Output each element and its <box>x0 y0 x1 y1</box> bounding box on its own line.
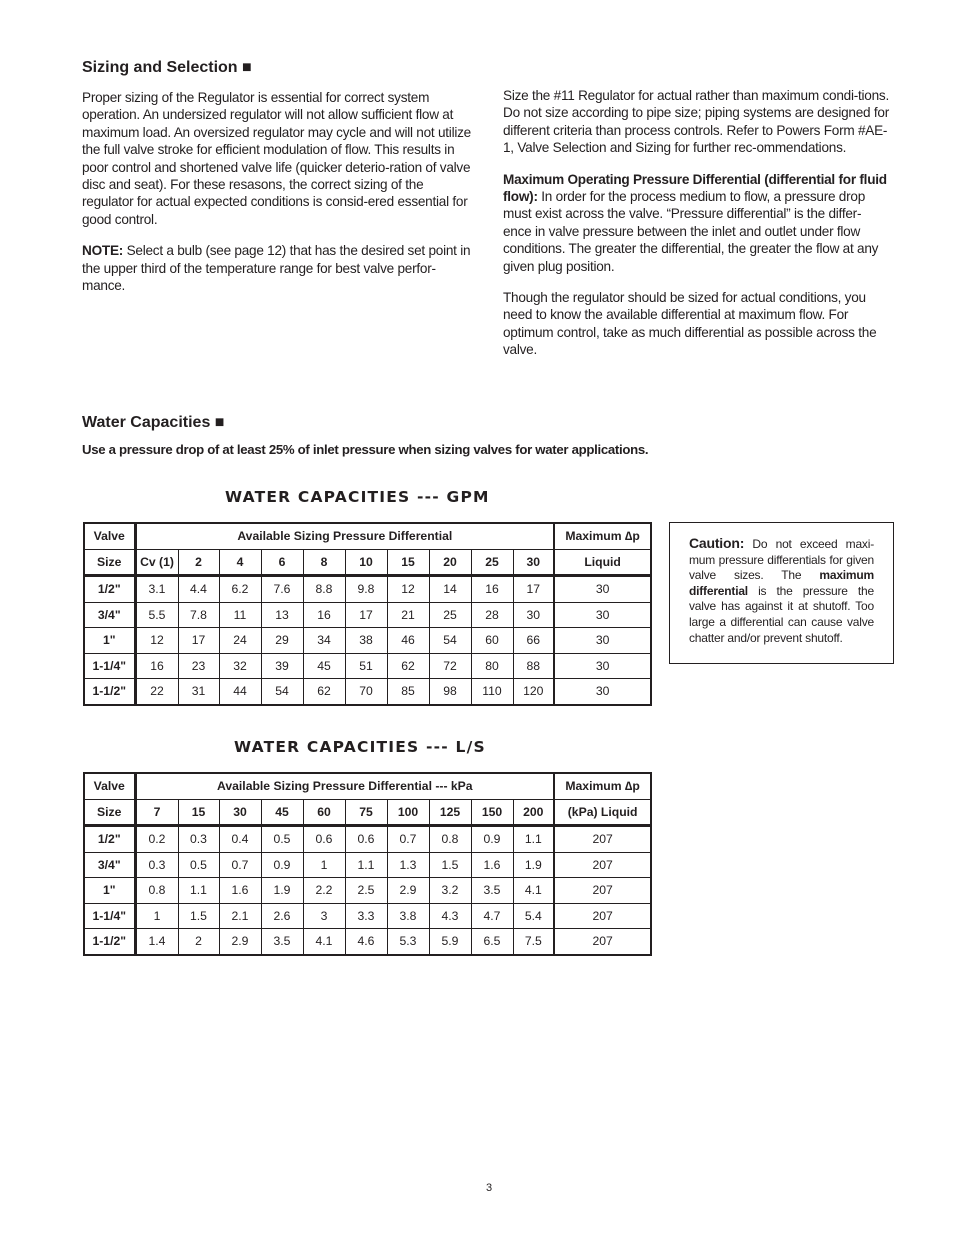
gpm-size-header: Size <box>84 549 135 576</box>
table-row <box>84 852 651 878</box>
capacity-cell: 1.1 <box>345 852 387 878</box>
caution-text-1: Do not exceed maxi-mum pressure differentials for given valve sizes. The <box>689 537 874 583</box>
capacity-cell: 0.6 <box>345 826 387 853</box>
gpm-col-header: Cv (1) <box>135 549 178 576</box>
mopd-paragraph <box>503 171 889 275</box>
valve-size-cell: 1/2" <box>84 826 135 853</box>
capacity-cell: 4.7 <box>471 903 513 929</box>
capacity-cell: 2.1 <box>219 903 261 929</box>
lps-col-header: 15 <box>178 799 219 826</box>
gpm-available-header: Available Sizing Pressure Differential <box>135 523 554 549</box>
gpm-max-header: Maximum ∆p <box>554 523 651 549</box>
caution-box <box>669 522 894 664</box>
capacity-cell: 0.5 <box>261 826 303 853</box>
capacity-cell: 31 <box>178 679 219 705</box>
lps-liquid-header: (kPa) Liquid <box>554 799 651 826</box>
capacity-cell: 12 <box>387 576 429 603</box>
capacity-cell: 1.6 <box>219 878 261 904</box>
max-dp-cell: 207 <box>554 826 651 853</box>
capacity-cell: 1.3 <box>387 852 429 878</box>
capacity-cell: 0.5 <box>178 852 219 878</box>
capacity-cell: 2 <box>178 929 219 955</box>
lps-col-header: 200 <box>513 799 554 826</box>
capacity-cell: 62 <box>387 653 429 679</box>
capacity-cell: 29 <box>261 628 303 654</box>
gpm-table-title: WATER CAPACITIES --- GPM <box>225 488 490 506</box>
valve-size-cell: 1" <box>84 628 135 654</box>
capacity-cell: 13 <box>261 602 303 628</box>
max-dp-cell: 30 <box>554 628 651 654</box>
capacity-cell: 44 <box>219 679 261 705</box>
capacity-cell: 3.5 <box>261 929 303 955</box>
capacity-cell: 3.3 <box>345 903 387 929</box>
lps-col-header: 45 <box>261 799 303 826</box>
capacity-cell: 62 <box>303 679 345 705</box>
capacity-cell: 32 <box>219 653 261 679</box>
capacity-cell: 0.3 <box>135 852 178 878</box>
capacity-cell: 28 <box>471 602 513 628</box>
gpm-col-header: 15 <box>387 549 429 576</box>
note-text: Select a bulb (see page 12) that has the desired set point in the upper third of the temperature range for best valve perfor-mance. <box>82 243 471 294</box>
gpm-col-header: 10 <box>345 549 387 576</box>
capacity-cell: 1.1 <box>513 826 554 853</box>
note-label: NOTE: <box>82 243 124 259</box>
size-regulator-paragraph: Size the #11 Regulator for actual rather than maximum condi-tions. Do not size according to pipe size; piping systems are designed for different criteria than process controls. Refer to Powers Form #AE-1, Valve Selection and Sizing for further rec-ommendations. <box>503 88 889 156</box>
capacity-cell: 1.5 <box>178 903 219 929</box>
lps-col-header: 7 <box>135 799 178 826</box>
lps-body <box>84 826 651 955</box>
lps-table-title: WATER CAPACITIES --- L/S <box>234 738 486 756</box>
table-row <box>84 826 651 853</box>
capacity-cell: 22 <box>135 679 178 705</box>
capacity-cell: 23 <box>178 653 219 679</box>
valve-size-cell: 1/2" <box>84 576 135 603</box>
capacity-cell: 110 <box>471 679 513 705</box>
valve-size-cell: 1-1/2" <box>84 679 135 705</box>
gpm-body <box>84 576 651 705</box>
capacity-cell: 4.6 <box>345 929 387 955</box>
caution-bold: maximum differential <box>689 568 874 598</box>
lps-max-header: Maximum ∆p <box>554 773 651 799</box>
capacity-cell: 54 <box>429 628 471 654</box>
capacity-cell: 0.6 <box>303 826 345 853</box>
water-tip: Use a pressure drop of at least 25% of inlet pressure when sizing valves for water applications. <box>82 442 649 457</box>
capacity-cell: 1.9 <box>513 852 554 878</box>
capacity-cell: 24 <box>219 628 261 654</box>
capacity-cell: 1.6 <box>471 852 513 878</box>
capacity-cell: 46 <box>387 628 429 654</box>
max-dp-cell: 30 <box>554 576 651 603</box>
capacity-cell: 6.5 <box>471 929 513 955</box>
gpm-col-header: 2 <box>178 549 219 576</box>
capacity-cell: 0.8 <box>135 878 178 904</box>
gpm-col-header: 6 <box>261 549 303 576</box>
capacity-cell: 0.3 <box>178 826 219 853</box>
capacity-cell: 45 <box>303 653 345 679</box>
max-dp-cell: 207 <box>554 903 651 929</box>
capacity-cell: 2.5 <box>345 878 387 904</box>
capacity-cell: 85 <box>387 679 429 705</box>
gpm-col-header: 4 <box>219 549 261 576</box>
max-dp-cell: 30 <box>554 602 651 628</box>
mopd-label: Maximum Operating Pressure Differential (differential for fluid flow): <box>503 171 887 205</box>
caution-text-2: is the pressure the valve has against it at shutoff. Too large a differential can cause valve chatter and/or prevent shutoff. <box>689 583 874 645</box>
valve-size-cell: 1-1/4" <box>84 903 135 929</box>
capacity-cell: 2.2 <box>303 878 345 904</box>
differential-paragraph: Though the regulator should be sized for actual conditions, you need to know the available differential at maximum flow. For optimum control, take as much differential as possible across the valve. <box>503 290 877 358</box>
table-row <box>84 903 651 929</box>
table-row <box>84 602 651 628</box>
capacity-cell: 3.1 <box>135 576 178 603</box>
note-paragraph <box>82 242 472 294</box>
table-row <box>84 679 651 705</box>
capacity-cell: 38 <box>345 628 387 654</box>
capacity-cell: 39 <box>261 653 303 679</box>
max-dp-cell: 30 <box>554 653 651 679</box>
capacity-cell: 25 <box>429 602 471 628</box>
capacity-cell: 98 <box>429 679 471 705</box>
capacity-cell: 4.3 <box>429 903 471 929</box>
capacity-cell: 5.3 <box>387 929 429 955</box>
capacity-cell: 0.9 <box>261 852 303 878</box>
gpm-col-header: 25 <box>471 549 513 576</box>
capacity-cell: 66 <box>513 628 554 654</box>
capacity-cell: 7.6 <box>261 576 303 603</box>
gpm-valve-header: Valve <box>84 523 135 549</box>
capacity-cell: 1.5 <box>429 852 471 878</box>
sizing-paragraph: Proper sizing of the Regulator is essential for correct system operation. An undersized regulator will not allow sufficient flow at maximum load. An oversized regulator may cycle and will not utilize the full valve stroke for efficient modulation of flow. This results in poor control and shortened valve life (quicker deterio-ration of valve disc and seat). For these resasons, the correct sizing of the regulator for actual expected conditions is consid-ered essential for good control. <box>82 90 471 227</box>
capacity-cell: 1 <box>303 852 345 878</box>
lps-size-header: Size <box>84 799 135 826</box>
capacity-cell: 2.6 <box>261 903 303 929</box>
capacity-cell: 11 <box>219 602 261 628</box>
capacity-cell: 34 <box>303 628 345 654</box>
capacity-cell: 70 <box>345 679 387 705</box>
lps-col-header: 150 <box>471 799 513 826</box>
capacity-cell: 30 <box>513 602 554 628</box>
valve-size-cell: 1" <box>84 878 135 904</box>
capacity-cell: 17 <box>178 628 219 654</box>
capacity-cell: 16 <box>135 653 178 679</box>
table-row <box>84 878 651 904</box>
capacity-cell: 9.8 <box>345 576 387 603</box>
capacity-cell: 3.5 <box>471 878 513 904</box>
capacity-cell: 2.9 <box>219 929 261 955</box>
table-row <box>84 628 651 654</box>
lps-table <box>83 772 652 956</box>
lps-col-header: 125 <box>429 799 471 826</box>
table-row <box>84 653 651 679</box>
valve-size-cell: 1-1/2" <box>84 929 135 955</box>
valve-size-cell: 3/4" <box>84 602 135 628</box>
gpm-col-header: 20 <box>429 549 471 576</box>
capacity-cell: 3.8 <box>387 903 429 929</box>
capacity-cell: 3 <box>303 903 345 929</box>
capacity-cell: 1.4 <box>135 929 178 955</box>
caution-label: Caution: <box>689 535 745 551</box>
max-dp-cell: 207 <box>554 929 651 955</box>
capacity-cell: 2.9 <box>387 878 429 904</box>
gpm-table <box>83 522 652 706</box>
sizing-heading: Sizing and Selection ■ <box>82 59 252 76</box>
capacity-cell: 21 <box>387 602 429 628</box>
capacity-cell: 4.4 <box>178 576 219 603</box>
max-dp-cell: 207 <box>554 878 651 904</box>
capacity-cell: 0.2 <box>135 826 178 853</box>
capacity-cell: 14 <box>429 576 471 603</box>
capacity-cell: 0.7 <box>387 826 429 853</box>
lps-col-header: 75 <box>345 799 387 826</box>
table-row <box>84 929 651 955</box>
capacity-cell: 16 <box>303 602 345 628</box>
right-column <box>503 87 889 373</box>
water-heading: Water Capacities ■ <box>82 414 225 431</box>
capacity-cell: 17 <box>513 576 554 603</box>
capacity-cell: 7.8 <box>178 602 219 628</box>
gpm-col-header: 8 <box>303 549 345 576</box>
capacity-cell: 4.1 <box>303 929 345 955</box>
gpm-col-header: 30 <box>513 549 554 576</box>
capacity-cell: 12 <box>135 628 178 654</box>
max-dp-cell: 207 <box>554 852 651 878</box>
lps-valve-header: Valve <box>84 773 135 799</box>
capacity-cell: 72 <box>429 653 471 679</box>
gpm-liquid-header: Liquid <box>554 549 651 576</box>
capacity-cell: 120 <box>513 679 554 705</box>
capacity-cell: 1 <box>135 903 178 929</box>
left-column <box>82 89 472 308</box>
capacity-cell: 0.9 <box>471 826 513 853</box>
lps-col-header: 100 <box>387 799 429 826</box>
capacity-cell: 60 <box>471 628 513 654</box>
capacity-cell: 1.1 <box>178 878 219 904</box>
capacity-cell: 54 <box>261 679 303 705</box>
capacity-cell: 17 <box>345 602 387 628</box>
capacity-cell: 7.5 <box>513 929 554 955</box>
capacity-cell: 3.2 <box>429 878 471 904</box>
capacity-cell: 0.7 <box>219 852 261 878</box>
capacity-cell: 0.8 <box>429 826 471 853</box>
lps-col-header: 30 <box>219 799 261 826</box>
capacity-cell: 51 <box>345 653 387 679</box>
capacity-cell: 5.5 <box>135 602 178 628</box>
lps-available-header: Available Sizing Pressure Differential --- kPa <box>135 773 554 799</box>
capacity-cell: 6.2 <box>219 576 261 603</box>
table-row <box>84 576 651 603</box>
max-dp-cell: 30 <box>554 679 651 705</box>
capacity-cell: 88 <box>513 653 554 679</box>
capacity-cell: 1.9 <box>261 878 303 904</box>
valve-size-cell: 3/4" <box>84 852 135 878</box>
capacity-cell: 5.4 <box>513 903 554 929</box>
capacity-cell: 16 <box>471 576 513 603</box>
mopd-text: In order for the process medium to flow, a pressure drop must exist across the valve. “Pressure differential” is the differ-ence in valve pressure between the inlet and outlet under flow conditions. The greater the differential, the greater the flow at any given plug position. <box>503 189 879 274</box>
capacity-cell: 80 <box>471 653 513 679</box>
valve-size-cell: 1-1/4" <box>84 653 135 679</box>
lps-col-header: 60 <box>303 799 345 826</box>
page-number: 3 <box>486 1182 493 1194</box>
capacity-cell: 4.1 <box>513 878 554 904</box>
capacity-cell: 5.9 <box>429 929 471 955</box>
capacity-cell: 8.8 <box>303 576 345 603</box>
capacity-cell: 0.4 <box>219 826 261 853</box>
